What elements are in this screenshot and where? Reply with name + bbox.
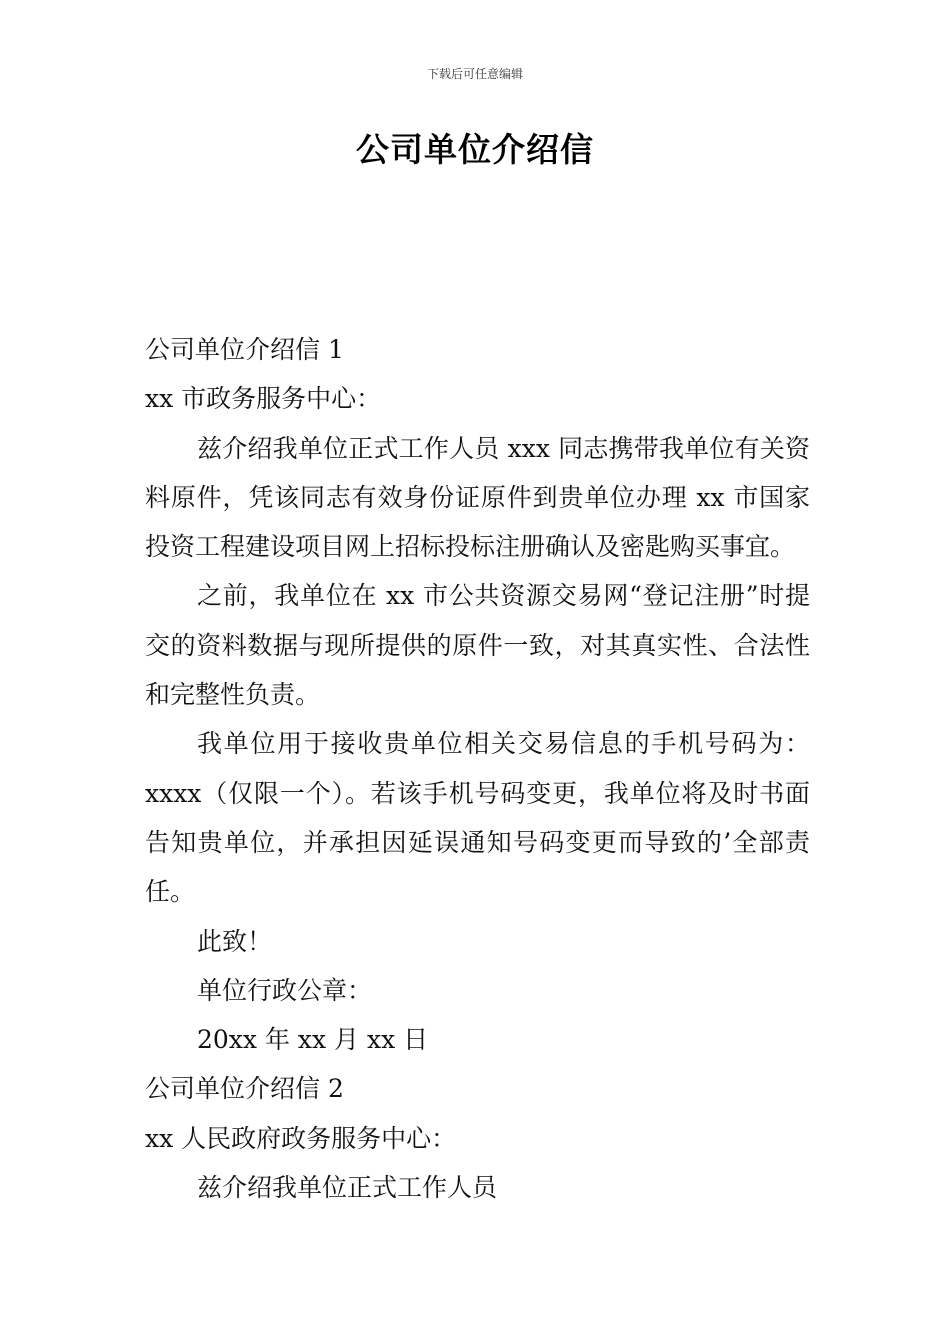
header-note: 下载后可任意编辑	[426, 67, 523, 81]
letter1-closing: 此致！	[197, 926, 273, 956]
letter2-heading: 公司单位介绍信 2	[145, 1074, 344, 1104]
letter1-seal-line: 单位行政公章：	[197, 975, 373, 1005]
letter1-heading: 公司单位介绍信 1	[145, 335, 344, 364]
letter2-salutation: xx 人民政府政务服务中心：	[145, 1123, 457, 1153]
letter1-paragraph-1: 兹介绍我单位正式工作人员 xxx 同志携带我单位有关资料原件，凭该同志有效身份证原件到贵单位办理 xx 市国家投资工程建设项目网上招标投标注册确认及密匙购买事宜。	[145, 433, 810, 562]
document-title: 公司单位介绍信	[356, 130, 594, 169]
letter1-date: 20xx 年 xx 月 xx 日	[197, 1025, 429, 1055]
letter1-salutation: xx 市政务服务中心：	[145, 384, 382, 414]
letter2-paragraph-1: 兹介绍我单位正式工作人员	[197, 1173, 498, 1203]
document-body	[145, 325, 810, 1212]
letter1-paragraph-3: 我单位用于接收贵单位相关交易信息的手机号码为：xxxx（仅限一个）。若该手机号码变更，我单位将及时书面告知贵单位，并承担因延误通知号码变更而导致的’全部责任。	[145, 729, 810, 907]
letter1-paragraph-2: 之前，我单位在 xx 市公共资源交易网“登记注册”时提交的资料数据与现所提供的原件一致，对其真实性、合法性和完整性负责。	[145, 581, 810, 710]
